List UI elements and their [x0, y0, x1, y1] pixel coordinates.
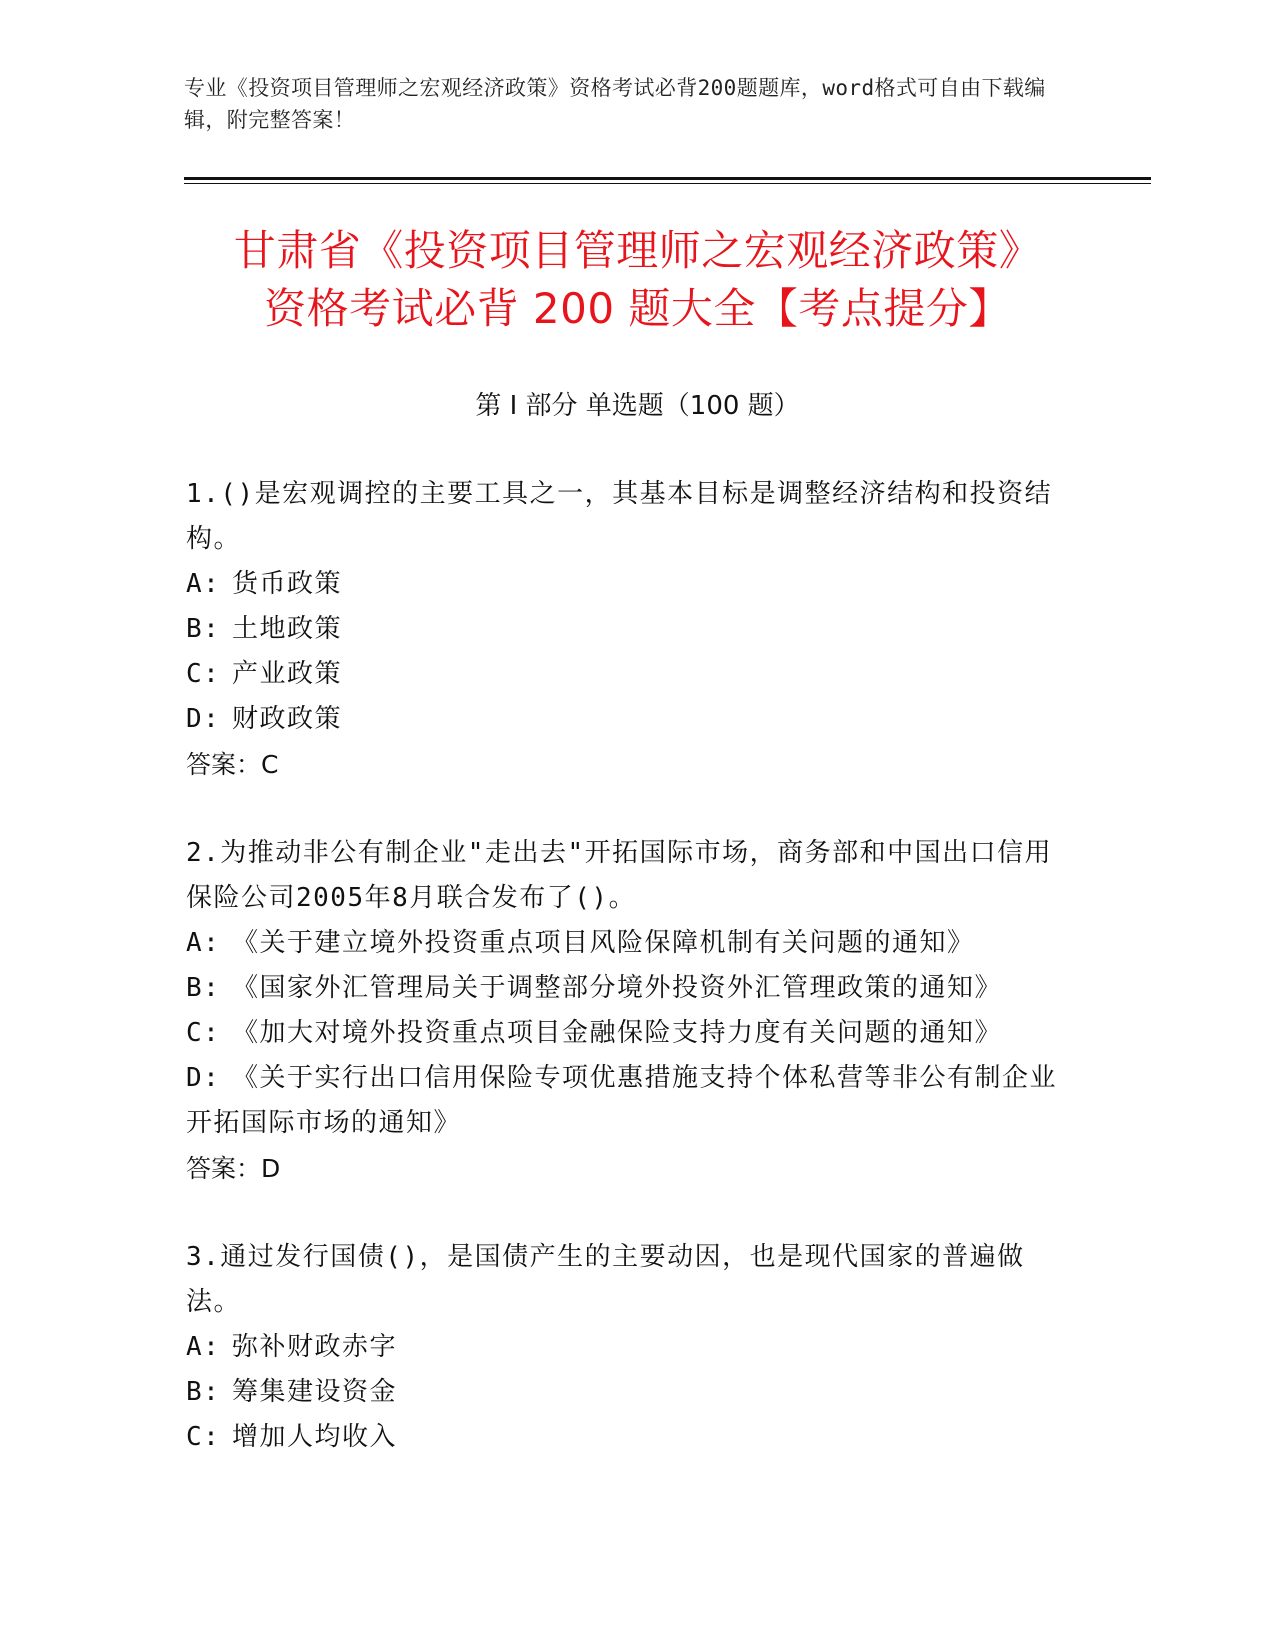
option-letter: C:	[186, 1422, 221, 1452]
option-a	[186, 921, 1066, 966]
option-letter: C:	[186, 659, 221, 689]
option-c	[186, 652, 1066, 697]
option-text: 产业政策	[232, 659, 343, 689]
option-c	[186, 1011, 1066, 1056]
option-letter: D:	[186, 1063, 221, 1093]
option-letter: C:	[186, 1018, 221, 1048]
document-title-line-2: 资格考试必背 200 题大全【考点提分】	[264, 284, 1011, 333]
option-a	[186, 562, 1066, 607]
option-text: 《加大对境外投资重点项目金融保险支持力度有关问题的通知》	[232, 1018, 1003, 1048]
question-2	[186, 831, 1066, 1191]
option-letter: A:	[186, 569, 221, 599]
option-text: 《国家外汇管理局关于调整部分境外投资外汇管理政策的通知》	[232, 973, 1003, 1003]
option-b	[186, 1370, 1066, 1415]
question-list	[186, 472, 1066, 1504]
section-heading: 第 I 部分 单选题（100 题）	[475, 391, 800, 421]
option-text: 《关于建立境外投资重点项目风险保障机制有关问题的通知》	[232, 928, 975, 958]
document-title-line-1: 甘肃省《投资项目管理师之宏观经济政策》	[233, 226, 1042, 275]
option-a	[186, 1325, 1066, 1370]
option-letter: A:	[186, 928, 221, 958]
option-d	[186, 697, 1066, 742]
header-note: 专业《投资项目管理师之宏观经济政策》资格考试必背200题题库，word格式可自由下载编辑，附完整答案！	[184, 76, 1046, 132]
question-3	[186, 1235, 1066, 1460]
option-text: 弥补财政赤字	[232, 1332, 398, 1362]
option-text: 筹集建设资金	[232, 1377, 398, 1407]
option-letter: B:	[186, 614, 221, 644]
header-divider-thick	[184, 177, 1151, 180]
answer-line: 答案：C	[186, 750, 279, 779]
option-text: 《关于实行出口信用保险专项优惠措施支持个体私营等非公有制企业开拓国际市场的通知》	[186, 1063, 1058, 1138]
option-b	[186, 607, 1066, 652]
answer-line: 答案：D	[186, 1154, 281, 1183]
option-c	[186, 1415, 1066, 1460]
option-letter: B:	[186, 1377, 221, 1407]
header-divider-thin	[184, 183, 1151, 184]
option-text: 财政政策	[232, 704, 343, 734]
option-d	[186, 1056, 1066, 1146]
document-title	[160, 222, 1115, 338]
option-b	[186, 966, 1066, 1011]
option-letter: D:	[186, 704, 221, 734]
question-stem: 3.通过发行国债()，是国债产生的主要动因，也是现代国家的普遍做法。	[186, 1242, 1025, 1317]
option-text: 增加人均收入	[232, 1422, 398, 1452]
option-letter: A:	[186, 1332, 221, 1362]
question-stem: 1.()是宏观调控的主要工具之一，其基本目标是调整经济结构和投资结构。	[186, 479, 1053, 554]
question-stem: 2.为推动非公有制企业"走出去"开拓国际市场，商务部和中国出口信用保险公司2005年8月联合发布了()。	[186, 838, 1053, 913]
question-1	[186, 472, 1066, 787]
option-text: 货币政策	[232, 569, 343, 599]
option-text: 土地政策	[232, 614, 343, 644]
option-letter: B:	[186, 973, 221, 1003]
